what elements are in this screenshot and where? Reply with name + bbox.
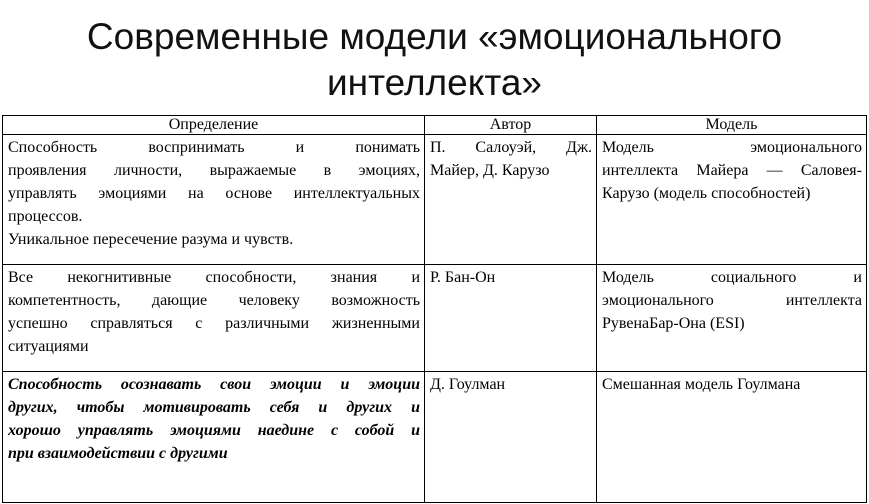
definition-cell: [3, 135, 425, 265]
model-line: интеллекта Майера — Саловея-: [602, 162, 862, 179]
model-line: Модель социального и: [602, 269, 862, 286]
author-cell: [425, 372, 597, 503]
header-model: Модель: [597, 116, 867, 135]
definition-line: управлять эмоциями на основе интеллектуальных: [8, 185, 420, 202]
definition-line: при взаимодействии с другими: [8, 445, 228, 462]
table-row: [3, 265, 867, 372]
author-line: Майер, Д. Карузо: [430, 162, 550, 179]
definition-line: Все некогнитивные способности, знания и: [8, 269, 420, 286]
definition-line: проявления личности, выражаемые в эмоциях,: [8, 162, 420, 179]
model-line: Смешанная модель Гоулмана: [602, 376, 801, 393]
definition-line: Уникальное пересечение разума и чувств.: [8, 231, 294, 248]
author-cell: [425, 265, 597, 372]
header-definition: Определение: [3, 116, 425, 135]
table-row: [3, 372, 867, 503]
definition-cell: [3, 265, 425, 372]
header-author: Автор: [425, 116, 597, 135]
author-line: Д. Гоулман: [430, 376, 506, 393]
definition-line: успешно справляться с различными жизненными: [8, 315, 420, 332]
model-line: Карузо (модель способностей): [602, 185, 811, 202]
model-cell: [597, 135, 867, 265]
table-header-row: [3, 116, 867, 135]
definition-line: компетентность, дающие человеку возможность: [8, 292, 420, 309]
definition-line: Способность воспринимать и понимать: [8, 139, 420, 156]
definition-line: Способность осознавать свои эмоции и эмоции: [8, 376, 420, 393]
model-line: РувенаБар-Она (ESI): [602, 315, 745, 332]
definition-line: процессов.: [8, 208, 83, 225]
model-line: эмоционального интеллекта: [602, 292, 862, 309]
model-line: Модель эмоционального: [602, 139, 862, 156]
slide-title-line-1: Современные модели «эмоционального: [86, 16, 783, 57]
definition-line: хорошо управлять эмоциями наедине с собой и: [8, 422, 420, 439]
model-cell: [597, 265, 867, 372]
models-table: [2, 115, 867, 503]
model-cell: [597, 372, 867, 503]
slide-title-line-2: интеллекта»: [326, 62, 543, 103]
author-line: П. Салоуэй, Дж.: [430, 139, 592, 156]
table-row: [3, 135, 867, 265]
author-cell: [425, 135, 597, 265]
definition-cell: [3, 372, 425, 503]
author-line: Р. Бан-Он: [430, 269, 496, 286]
slide-title: [0, 14, 869, 106]
definition-line: других, чтобы мотивировать себя и других и: [8, 399, 420, 416]
definition-line: ситуациями: [8, 338, 89, 355]
